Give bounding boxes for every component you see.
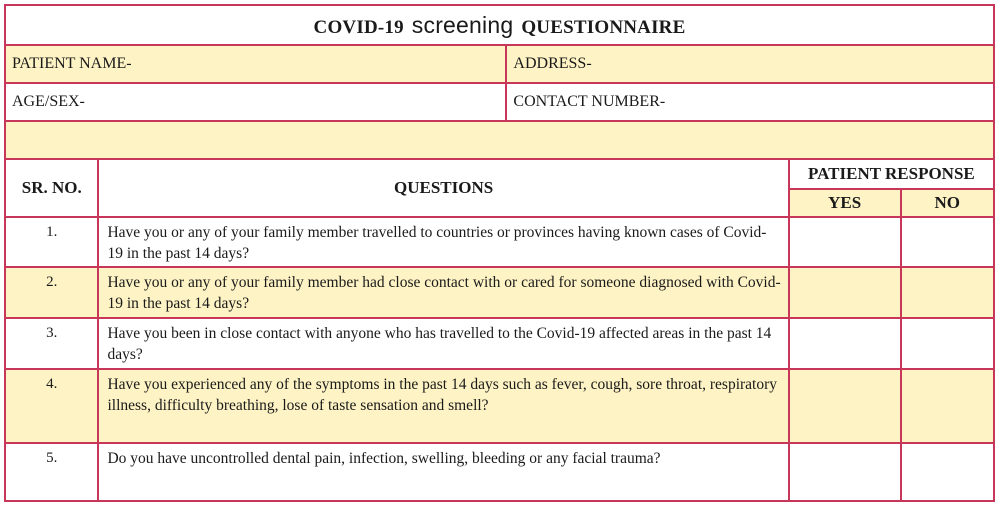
contact-number-field[interactable]	[506, 83, 994, 121]
form-title	[5, 5, 994, 45]
yes-response-cell[interactable]	[789, 443, 901, 501]
yes-header: YES	[789, 189, 901, 217]
no-response-cell[interactable]	[901, 318, 994, 369]
patient-response-header: PATIENT RESPONSE	[789, 159, 994, 189]
yes-response-cell[interactable]	[789, 318, 901, 369]
title-questionnaire: QUESTIONNAIRE	[521, 16, 686, 38]
question-text: Have you been in close contact with anyone who has travelled to the Covid-19 affected areas in the past 14 days?	[98, 318, 788, 369]
no-response-cell[interactable]	[901, 267, 994, 318]
question-text: Have you or any of your family member travelled to countries or provinces having known cases of Covid-19 in the past 14 days?	[98, 217, 788, 267]
address-label: ADDRESS-	[513, 55, 592, 72]
header-table	[4, 4, 995, 160]
sr-number: 4.	[5, 369, 98, 443]
sr-no-header: SR. NO.	[5, 159, 98, 217]
title-screening: screening	[411, 11, 514, 38]
age-sex-label: AGE/SEX-	[12, 93, 85, 110]
question-row	[5, 443, 994, 501]
question-row	[5, 369, 994, 443]
question-row	[5, 267, 994, 318]
questions-table	[4, 158, 995, 502]
no-response-cell[interactable]	[901, 217, 994, 267]
questions-header: QUESTIONS	[98, 159, 788, 217]
sr-number: 5.	[5, 443, 98, 501]
question-row	[5, 217, 994, 267]
question-row	[5, 318, 994, 369]
contact-number-label: CONTACT NUMBER-	[513, 93, 666, 110]
yes-response-cell[interactable]	[789, 217, 901, 267]
address-field[interactable]	[506, 45, 994, 83]
question-text: Have you or any of your family member had close contact with or cared for someone diagnosed with Covid-19 in the past 14 days?	[98, 267, 788, 318]
patient-name-label: PATIENT NAME-	[12, 55, 132, 72]
sr-number: 3.	[5, 318, 98, 369]
sr-number: 2.	[5, 267, 98, 318]
screening-form	[4, 4, 995, 502]
no-header: NO	[901, 189, 994, 217]
blank-row	[5, 121, 994, 159]
title-covid: COVID-19	[313, 16, 404, 38]
yes-response-cell[interactable]	[789, 267, 901, 318]
no-response-cell[interactable]	[901, 443, 994, 501]
patient-name-field[interactable]	[5, 45, 506, 83]
sr-number: 1.	[5, 217, 98, 267]
question-text: Do you have uncontrolled dental pain, infection, swelling, bleeding or any facial trauma?	[98, 443, 788, 501]
question-text: Have you experienced any of the symptoms in the past 14 days such as fever, cough, sore throat, respiratory illness, difficulty breathing, lose of taste sensation and smell?	[98, 369, 788, 443]
yes-response-cell[interactable]	[789, 369, 901, 443]
no-response-cell[interactable]	[901, 369, 994, 443]
age-sex-field[interactable]	[5, 83, 506, 121]
